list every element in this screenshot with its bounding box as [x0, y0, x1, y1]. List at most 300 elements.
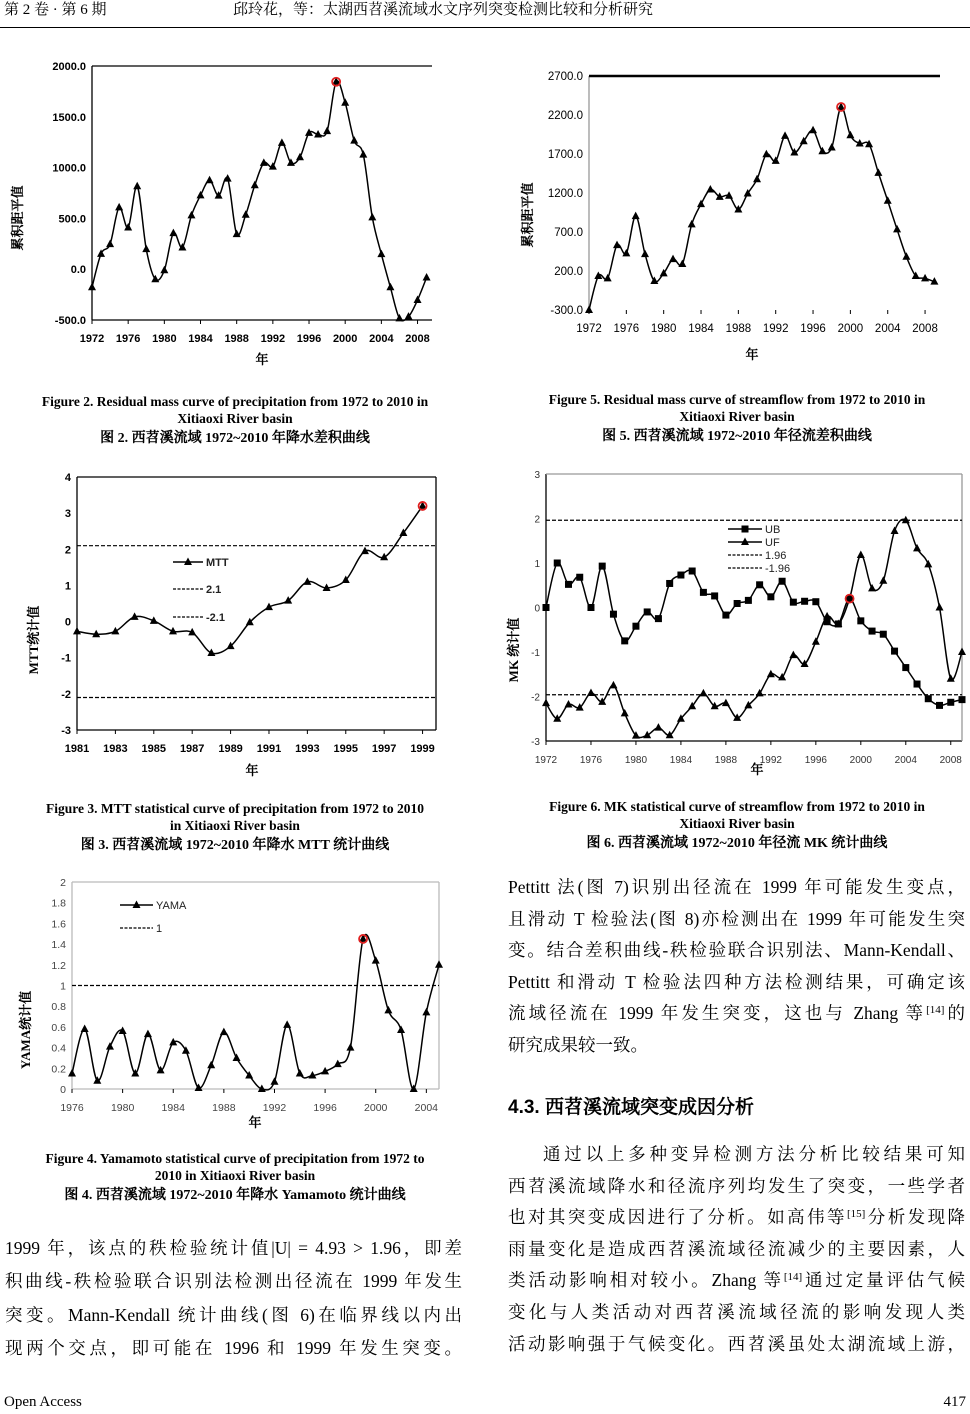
data-point — [891, 526, 899, 534]
data-point — [397, 1026, 405, 1034]
data-point — [233, 1053, 241, 1061]
data-point — [644, 608, 651, 615]
y-tick-label: 1500.0 — [52, 111, 86, 124]
text-segment: 现两个交点，即可能在 1996 和 1999 年发生突变。 — [5, 1337, 462, 1358]
caption-english: Figure 6. MK statistical curve of streamflow from 1972 to 2010 in — [549, 799, 925, 814]
data-point — [220, 1028, 228, 1036]
footer-open-access: Open Access — [4, 1394, 82, 1410]
series-line-降水差积 — [92, 81, 427, 321]
caption-chinese: 图 3. 西苕溪流域 1972~2010 年降水 MTT 统计曲线 — [80, 838, 390, 853]
data-point — [384, 1006, 392, 1014]
x-tick-label: 1989 — [218, 743, 243, 755]
data-point — [278, 138, 286, 146]
caption-chinese: 图 4. 西苕溪流域 1972~2010 年降水 Yamamoto 统计曲线 — [64, 1188, 406, 1203]
data-point — [554, 560, 561, 567]
text-segment: Pettitt 法(图 7)识别出径流在 1999 年可能发生变点， — [508, 877, 965, 897]
legend-label: 1.96 — [765, 550, 787, 562]
series-line-mtt — [77, 506, 423, 654]
data-point — [224, 174, 232, 182]
x-tick-label: 1972 — [79, 333, 105, 345]
data-point — [812, 598, 819, 605]
section-heading: 4.3. 西苕溪流域突变成因分析 — [508, 1097, 754, 1118]
text-line — [508, 1030, 965, 1062]
running-header-title: 邱玲花，等：太湖西苕溪流域水文序列突变检测比较和分析研究 — [233, 2, 654, 18]
text-segment: 变。结合差积曲线-秩检验联合识别法、Mann-Kendall、 — [508, 940, 965, 961]
x-tick-label: 1996 — [296, 333, 322, 345]
series-line-uf — [546, 519, 962, 737]
data-point — [151, 275, 159, 283]
text-line — [508, 1329, 965, 1361]
x-tick-label: 1992 — [762, 323, 789, 335]
y-tick-label: -500.0 — [54, 315, 86, 327]
data-point — [643, 731, 651, 739]
running-header-volume: 第 2 卷 · 第 6 期 — [4, 2, 107, 18]
text-segment: 且滑动 T 检验法(图 8)亦检测出在 1999 年可能发生突 — [508, 908, 965, 929]
text-line — [508, 1234, 965, 1266]
data-point — [323, 127, 331, 134]
data-point — [576, 574, 583, 581]
caption-english: Figure 4. Yamamoto statistical curve of precipitation from 1972 to — [45, 1151, 425, 1166]
series-line-yama — [72, 934, 439, 1090]
text-line — [5, 1232, 462, 1265]
data-point — [865, 140, 873, 148]
y-tick-label: 2 — [534, 514, 540, 526]
y-tick-label: 1000.0 — [52, 162, 86, 175]
y-tick-label: 0.0 — [70, 264, 86, 277]
text-line — [5, 1299, 462, 1332]
x-tick-label: 1976 — [579, 755, 603, 766]
y-tick-label: 3 — [534, 470, 540, 481]
x-tick-label: 1987 — [179, 743, 205, 755]
text-line — [508, 967, 965, 999]
data-point — [809, 126, 817, 133]
y-tick-label: 2200.0 — [547, 110, 583, 122]
data-point — [874, 168, 882, 176]
data-point — [893, 225, 901, 233]
data-point — [242, 210, 250, 218]
x-tick-label: 1993 — [295, 743, 320, 755]
data-point — [435, 960, 443, 968]
y-tick-label: 0.4 — [51, 1042, 66, 1055]
data-point — [207, 649, 215, 657]
text-segment: 也对其突变成因进行了分析。如高伟等 — [508, 1207, 847, 1228]
chart-1 — [10, 61, 432, 367]
text-segment: 分析发现降 — [865, 1207, 966, 1228]
y-tick-label: 700.0 — [554, 227, 583, 239]
x-tick-label: 1980 — [650, 323, 677, 335]
data-point — [697, 200, 705, 208]
data-point — [689, 568, 696, 575]
body-text-left-column — [5, 1232, 462, 1365]
x-tick-label: 1991 — [256, 743, 282, 755]
x-tick-label: 1999 — [410, 743, 435, 755]
data-point — [925, 695, 932, 702]
x-axis-title: 年 — [745, 347, 759, 362]
data-point — [585, 306, 593, 314]
x-tick-label: 1972 — [534, 755, 558, 766]
x-tick-label: 1984 — [688, 323, 714, 335]
caption-english: Figure 3. MTT statistical curve of precipitation from 1972 to 2010 — [45, 801, 425, 816]
data-point — [756, 581, 763, 588]
data-point — [73, 627, 81, 635]
data-point — [206, 176, 214, 184]
data-point — [779, 578, 786, 585]
data-point — [706, 185, 714, 193]
x-tick-label: 2000 — [837, 323, 864, 335]
x-tick-label: 1980 — [110, 1102, 135, 1114]
data-point — [781, 131, 789, 139]
data-point — [914, 681, 921, 688]
data-point — [699, 689, 707, 697]
text-line — [5, 1265, 462, 1298]
y-tick-label: 0 — [60, 1084, 66, 1096]
data-point — [395, 314, 403, 322]
x-tick-label: 1988 — [714, 755, 738, 766]
x-tick-label: 1972 — [576, 323, 602, 335]
x-tick-label: 1992 — [262, 1102, 287, 1114]
text-segment: 流域径流在 1999 年发生突变，这也与 Zhang 等 — [508, 1003, 927, 1024]
data-point — [677, 572, 684, 579]
x-tick-label: 2004 — [874, 323, 901, 335]
x-tick-label: 1996 — [804, 755, 827, 766]
text-segment: 积曲线-秩检验联合识别法检测出径流在 1999 年发生 — [5, 1271, 462, 1292]
data-point — [207, 1061, 215, 1069]
data-point — [287, 158, 295, 166]
figure-caption — [5, 800, 465, 854]
x-tick-label: 1988 — [224, 333, 249, 345]
x-tick-label: 1976 — [115, 333, 141, 345]
citation-ref: [14] — [783, 1271, 803, 1284]
data-point — [587, 604, 594, 611]
data-point — [958, 648, 966, 656]
text-line — [508, 1202, 965, 1234]
chart-5 — [18, 877, 443, 1130]
y-tick-label: 4 — [64, 472, 71, 484]
text-line — [508, 998, 965, 1030]
y-tick-label: 1.4 — [51, 939, 66, 952]
x-axis-title: 年 — [750, 762, 764, 777]
y-tick-label: 1.2 — [51, 959, 66, 972]
data-point — [745, 597, 752, 604]
x-tick-label: 1988 — [212, 1102, 236, 1114]
y-tick-label: 1200.0 — [547, 188, 583, 200]
x-tick-label: 2000 — [364, 1102, 388, 1114]
data-point — [368, 213, 376, 221]
caption-chinese: 图 6. 西苕溪流域 1972~2010 年径流 MK 统计曲线 — [586, 836, 888, 851]
data-point — [700, 589, 707, 596]
data-point — [869, 628, 876, 635]
x-tick-label: 2004 — [414, 1102, 439, 1114]
data-point — [868, 584, 876, 592]
y-tick-label: 1 — [534, 559, 540, 570]
data-point — [88, 283, 96, 291]
caption-chinese: 图 5. 西苕溪流域 1972~2010 年径流差积曲线 — [602, 429, 872, 444]
data-point — [115, 203, 123, 211]
data-point — [846, 131, 854, 139]
body-text-right-column — [508, 872, 965, 1062]
text-segment: 雨量变化是造成西苕溪流域径流减少的主要因素，人 — [508, 1238, 965, 1259]
y-tick-label: 2 — [64, 544, 71, 557]
text-line — [508, 1297, 965, 1329]
data-point — [372, 956, 380, 964]
x-tick-label: 2000 — [332, 333, 358, 345]
y-tick-label: -2 — [531, 692, 540, 704]
y-tick-label: 1.8 — [51, 897, 66, 910]
data-point — [423, 273, 431, 281]
legend-marker — [742, 526, 749, 533]
x-tick-label: 1992 — [759, 755, 782, 766]
data-point — [924, 560, 932, 568]
data-point — [902, 664, 909, 671]
x-tick-label: 1981 — [64, 743, 90, 755]
data-point — [106, 1042, 114, 1050]
legend-label: YAMA — [156, 900, 187, 912]
data-point — [380, 553, 388, 561]
y-tick-label: 2700.0 — [547, 71, 583, 83]
data-point — [621, 637, 628, 644]
data-point — [688, 220, 696, 228]
data-point — [655, 615, 662, 622]
data-point — [543, 604, 550, 611]
data-point — [789, 651, 797, 659]
data-point — [142, 245, 150, 253]
data-point — [111, 627, 119, 635]
data-point — [812, 637, 820, 645]
y-tick-label: 500.0 — [58, 213, 86, 226]
y-tick-label: 0.6 — [51, 1021, 66, 1034]
x-tick-label: 1996 — [313, 1102, 337, 1114]
data-point — [106, 240, 114, 248]
legend-label: 2.1 — [206, 584, 222, 596]
y-tick-label: 2000.0 — [52, 61, 86, 73]
x-tick-label: 1976 — [60, 1102, 84, 1114]
data-point — [913, 544, 921, 552]
text-segment: 活动影响强于气候变化。西苕溪虽处太湖流域上游， — [508, 1333, 965, 1354]
text-line — [508, 935, 965, 967]
data-point — [610, 611, 617, 618]
series-line-径流差积 — [589, 107, 934, 310]
y-axis-title: YAMA统计值 — [18, 990, 33, 1070]
data-point — [650, 277, 658, 285]
y-tick-label: 3 — [64, 508, 71, 521]
data-point — [187, 211, 195, 219]
data-point — [711, 592, 718, 599]
data-point — [669, 255, 677, 263]
y-tick-label: 0 — [534, 603, 540, 615]
data-point — [902, 252, 910, 260]
y-tick-label: 0 — [64, 616, 71, 629]
data-point — [891, 648, 898, 655]
data-point — [828, 143, 836, 151]
data-point — [613, 241, 621, 249]
y-tick-label: 1 — [64, 580, 71, 593]
x-tick-label: 2000 — [849, 755, 872, 766]
figure-caption — [507, 391, 967, 445]
body-text-section-4-3 — [508, 1139, 965, 1360]
text-segment: 通过定量评估气候 — [802, 1270, 965, 1291]
data-point — [377, 250, 385, 258]
y-tick-label: -1 — [531, 648, 540, 659]
y-tick-label: -300.0 — [550, 305, 583, 317]
legend-label: MTT — [206, 557, 229, 569]
text-segment: 研究成果较一致。 — [508, 1034, 648, 1055]
figure-caption — [5, 393, 465, 447]
x-tick-label: 1985 — [141, 743, 167, 755]
x-tick-label: 1980 — [624, 755, 648, 766]
data-point — [197, 191, 205, 199]
x-tick-label: 1976 — [613, 323, 640, 335]
data-point — [270, 1077, 278, 1085]
x-tick-label: 1995 — [333, 743, 359, 755]
data-point — [169, 229, 177, 237]
text-segment: 通过以上多种变异检测方法分析比较结果可知 — [543, 1144, 965, 1164]
caption-english: Figure 2. Residual mass curve of precipitation from 1972 to 2010 in — [41, 394, 429, 409]
data-point — [133, 182, 141, 190]
data-point — [959, 696, 966, 703]
data-point — [341, 98, 349, 106]
x-axis-title: 年 — [255, 352, 269, 367]
y-tick-label: -3 — [531, 737, 540, 748]
data-point — [641, 250, 649, 258]
x-tick-label: 2008 — [939, 755, 962, 766]
caption-chinese: 图 2. 西苕溪流域 1972~2010 年降水差积曲线 — [100, 431, 370, 446]
text-segment: 西苕溪流域降水和径流序列均发生了突变，一些学者 — [508, 1175, 965, 1196]
data-point — [678, 260, 686, 268]
data-point — [790, 599, 797, 606]
caption-english: Xitiaoxi River basin — [679, 816, 795, 831]
chart-2 — [520, 71, 940, 362]
data-point — [879, 576, 887, 584]
x-tick-label: 1984 — [161, 1102, 185, 1114]
x-tick-label: 1996 — [800, 323, 826, 335]
legend-label: -1.96 — [765, 563, 791, 575]
data-point — [884, 196, 892, 204]
data-point — [386, 283, 394, 291]
data-point — [359, 150, 367, 158]
y-tick-label: -1 — [61, 652, 71, 665]
data-point — [144, 1030, 152, 1038]
y-tick-label: 1 — [60, 980, 66, 993]
data-point — [251, 181, 259, 189]
data-point — [68, 1069, 76, 1077]
text-line — [508, 1265, 965, 1297]
y-tick-label: 0.8 — [51, 1001, 66, 1014]
data-point — [654, 723, 662, 731]
text-line — [508, 872, 965, 904]
text-segment: 1999 年，该点的秩检验统计值|U| = 4.93 > 1.96，即差 — [5, 1238, 462, 1258]
data-point — [880, 631, 887, 638]
y-tick-label: 2 — [60, 877, 66, 889]
text-segment: 的 — [944, 1003, 965, 1024]
y-tick-label: -3 — [61, 725, 71, 737]
chart-4 — [506, 470, 966, 777]
data-point — [936, 603, 944, 611]
x-axis-title: 年 — [245, 763, 259, 778]
citation-ref: [14] — [926, 1004, 945, 1017]
text-line — [508, 904, 965, 936]
y-tick-label: 1700.0 — [547, 149, 583, 161]
data-point — [857, 550, 865, 558]
data-point — [553, 714, 561, 722]
data-point — [621, 709, 629, 717]
caption-english: Figure 5. Residual mass curve of streamflow from 1972 to 2010 in — [548, 392, 926, 407]
x-axis-title: 年 — [248, 1115, 262, 1130]
data-point — [542, 699, 550, 707]
data-point — [609, 681, 617, 689]
text-line — [508, 1171, 965, 1203]
y-tick-label: 1.6 — [51, 918, 66, 931]
data-point — [753, 175, 761, 183]
text-segment: Pettitt 和滑动 T 检验法四种方法检测结果，可确定该 — [508, 971, 965, 992]
data-point — [762, 150, 770, 158]
legend-label: UB — [765, 524, 781, 536]
x-tick-label: 2008 — [405, 333, 430, 345]
data-point — [818, 147, 826, 155]
y-tick-label: -2 — [61, 688, 71, 701]
data-point — [857, 617, 864, 624]
caption-english: 2010 in Xitiaoxi River basin — [154, 1168, 316, 1183]
series-line-ub — [546, 563, 962, 706]
data-point — [283, 1020, 291, 1027]
data-point — [767, 593, 774, 600]
data-point — [296, 153, 304, 161]
data-point — [81, 1024, 89, 1032]
text-segment: 类活动影响相对较小。Zhang 等 — [508, 1270, 784, 1291]
data-point — [296, 1069, 304, 1077]
data-point — [734, 600, 741, 607]
figure-caption — [5, 1150, 465, 1204]
text-segment: 突变。Mann-Kendall 统计曲线(图 6)在临界线以内出 — [5, 1304, 462, 1325]
text-line — [5, 1332, 462, 1365]
chart-3 — [26, 472, 436, 778]
data-point — [414, 295, 422, 303]
legend-label: UF — [765, 537, 780, 549]
data-point — [801, 598, 808, 605]
data-point — [604, 274, 612, 282]
y-axis-title: MTT统计值 — [26, 605, 41, 675]
data-point — [346, 1043, 354, 1051]
x-tick-label: 1984 — [188, 333, 213, 345]
data-point — [823, 612, 831, 620]
data-point — [947, 699, 954, 706]
data-point — [722, 612, 729, 619]
data-point — [599, 563, 606, 570]
data-point — [564, 700, 572, 708]
x-tick-label: 1997 — [371, 743, 397, 755]
text-segment: 变化与人类活动对西苕溪流域径流的影响发现人类 — [508, 1301, 965, 1322]
caption-english: in Xitiaoxi River basin — [170, 818, 300, 833]
y-tick-label: 0.2 — [51, 1063, 66, 1076]
y-tick-label: 200.0 — [554, 266, 583, 278]
caption-english: Xitiaoxi River basin — [679, 409, 795, 424]
footer-page-number: 417 — [943, 1394, 966, 1410]
caption-english: Xitiaoxi River basin — [177, 411, 293, 426]
text-line — [508, 1139, 965, 1171]
figure-caption — [507, 798, 967, 852]
x-tick-label: 1984 — [669, 755, 693, 766]
x-tick-label: 1980 — [152, 333, 177, 345]
x-tick-label: 1983 — [103, 743, 128, 755]
data-point — [565, 581, 572, 588]
data-point — [632, 212, 640, 220]
data-point — [350, 136, 358, 144]
citation-ref: [15] — [846, 1208, 866, 1221]
x-tick-label: 2004 — [369, 333, 394, 345]
data-point — [666, 580, 673, 587]
y-axis-title: 累积距平值 — [10, 185, 25, 251]
data-point — [632, 623, 639, 630]
x-tick-label: 2008 — [912, 323, 938, 335]
